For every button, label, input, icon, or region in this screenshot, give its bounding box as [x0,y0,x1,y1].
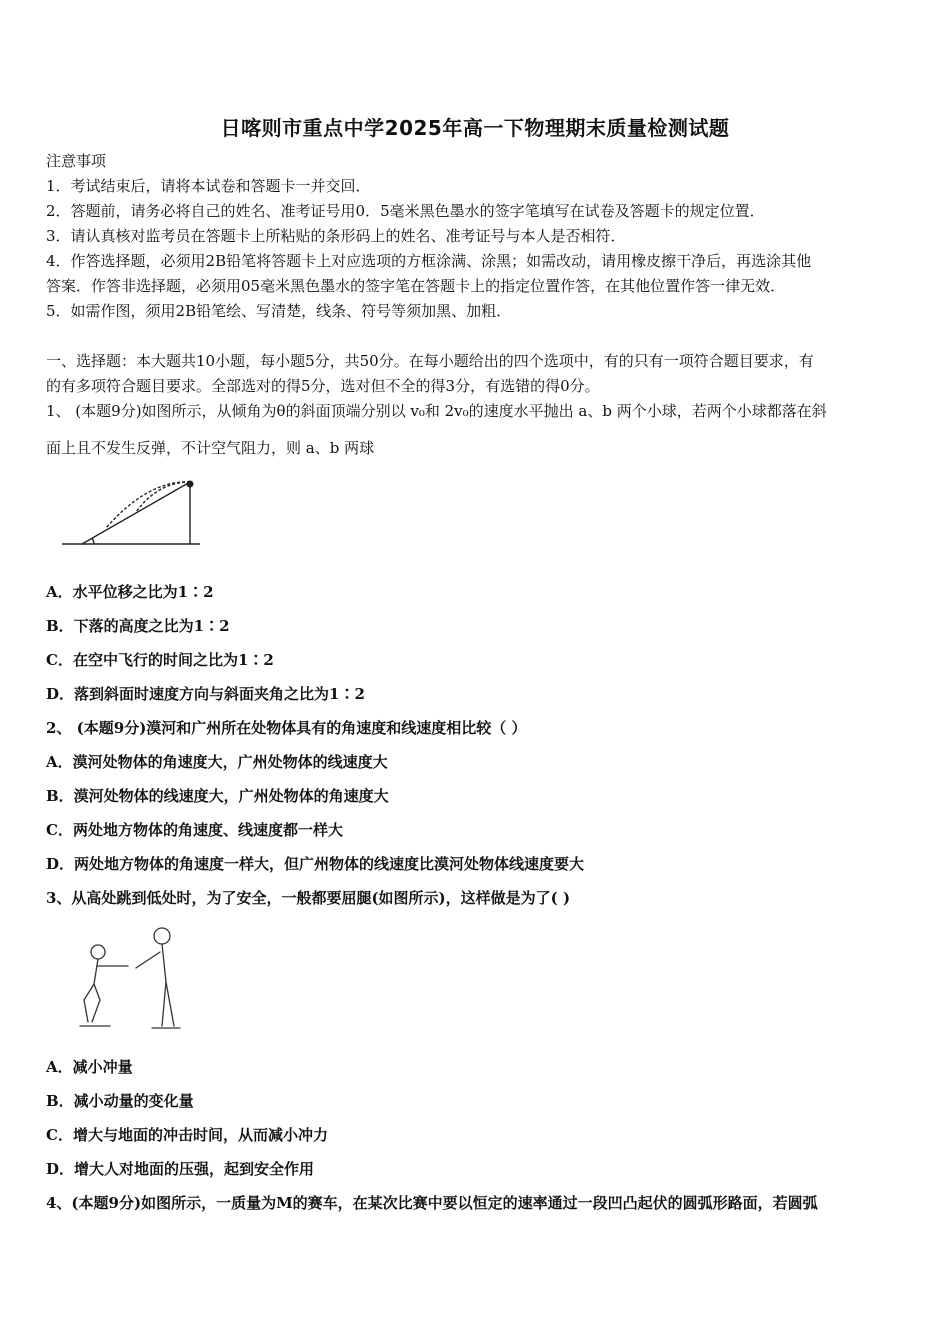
jumping-figure [70,922,192,1036]
q2-option-a: A．漠河处物体的角速度大，广州处物体的线速度大 [46,753,388,771]
q3-option-a: A．减小冲量 [46,1058,133,1076]
notice-item: 2．答题前，请务必将自己的姓名、准考证号用0．5毫米黑色墨水的签字笔填写在试卷及答题卡的规定位置． [46,202,765,220]
question-1-stem: 面上且不发生反弹，不计空气阻力，则 a、b 两球 [46,439,375,457]
incline-surface [82,482,190,544]
question-4-stem: 4、(本题9分)如图所示，一质量为M的赛车，在某次比赛中要以恒定的速率通过一段凹凸起伏的圆弧形路面，若圆弧 [46,1194,818,1212]
notice-item: 答案．作答非选择题，必须用05毫米黑色墨水的签字笔在答题卡上的指定位置作答，在其他位置作答一律无效． [46,277,786,295]
notice-item: 1．考试结束后，请将本试卷和答题卡一并交回． [46,177,371,195]
head-left [91,945,105,959]
body-right [162,944,166,1026]
question-1-stem: 1、 (本题9分)如图所示，从倾角为θ的斜面顶端分别以 v₀和 2v₀的速度水平抛出 a、b 两个小球，若两个小球都落在斜 [46,402,827,420]
notice-heading: 注意事项 [46,152,107,170]
arm-right [136,952,160,968]
leg-right [166,982,174,1026]
q3-option-b: B．减小动量的变化量 [46,1092,194,1110]
q1-option-b: B．下落的高度之比为1∶2 [46,617,230,635]
q3-option-c: C．增大与地面的冲击时间，从而减小冲力 [46,1126,328,1144]
q1-option-a: A．水平位移之比为1∶2 [46,583,214,601]
angle-arc [92,538,94,544]
head-right [154,928,170,944]
ball-icon [187,481,194,488]
notice-item: 5．如需作图，须用2B铅笔绘、写清楚，线条、符号等须加黑、加粗． [46,302,512,320]
question-2-stem: 2、 (本题9分)漠河和广州所在处物体具有的角速度和线速度相比较（ ） [46,719,527,737]
section-intro: 的有多项符合题目要求。全部选对的得5分，选对但不全的得3分，有选错的得0分。 [46,377,600,395]
leg-left [84,984,94,1022]
q2-option-b: B．漠河处物体的线速度大，广州处物体的角速度大 [46,787,389,805]
q1-option-c: C．在空中飞行的时间之比为1∶2 [46,651,274,669]
body-left [92,959,100,1022]
section-intro: 一、选择题：本大题共10小题，每小题5分，共50分。在每小题给出的四个选项中，有的只有一项符合题目要求，有 [46,352,814,370]
q2-option-c: C．两处地方物体的角速度、线速度都一样大 [46,821,343,839]
notice-item: 4．作答选择题，必须用2B铅笔将答题卡上对应选项的方框涂满、涂黑；如需改动，请用橡皮擦干净后，再选涂其他 [46,252,812,270]
q3-option-d: D．增大人对地面的压强，起到安全作用 [46,1160,315,1178]
incline-projectile-figure [58,474,208,550]
q1-option-d: D．落到斜面时速度方向与斜面夹角之比为1∶2 [46,685,365,703]
page-title: 日喀则市重点中学2025年高一下物理期末质量检测试题 [220,116,730,140]
q2-option-d: D．两处地方物体的角速度一样大，但广州物体的线速度比漠河处物体线速度要大 [46,855,585,873]
notice-item: 3．请认真核对监考员在答题卡上所粘贴的条形码上的姓名、准考证号与本人是否相符． [46,227,626,245]
question-3-stem: 3、从高处跳到低处时，为了安全，一般都要屈腿(如图所示)，这样做是为了( ) [46,889,571,907]
